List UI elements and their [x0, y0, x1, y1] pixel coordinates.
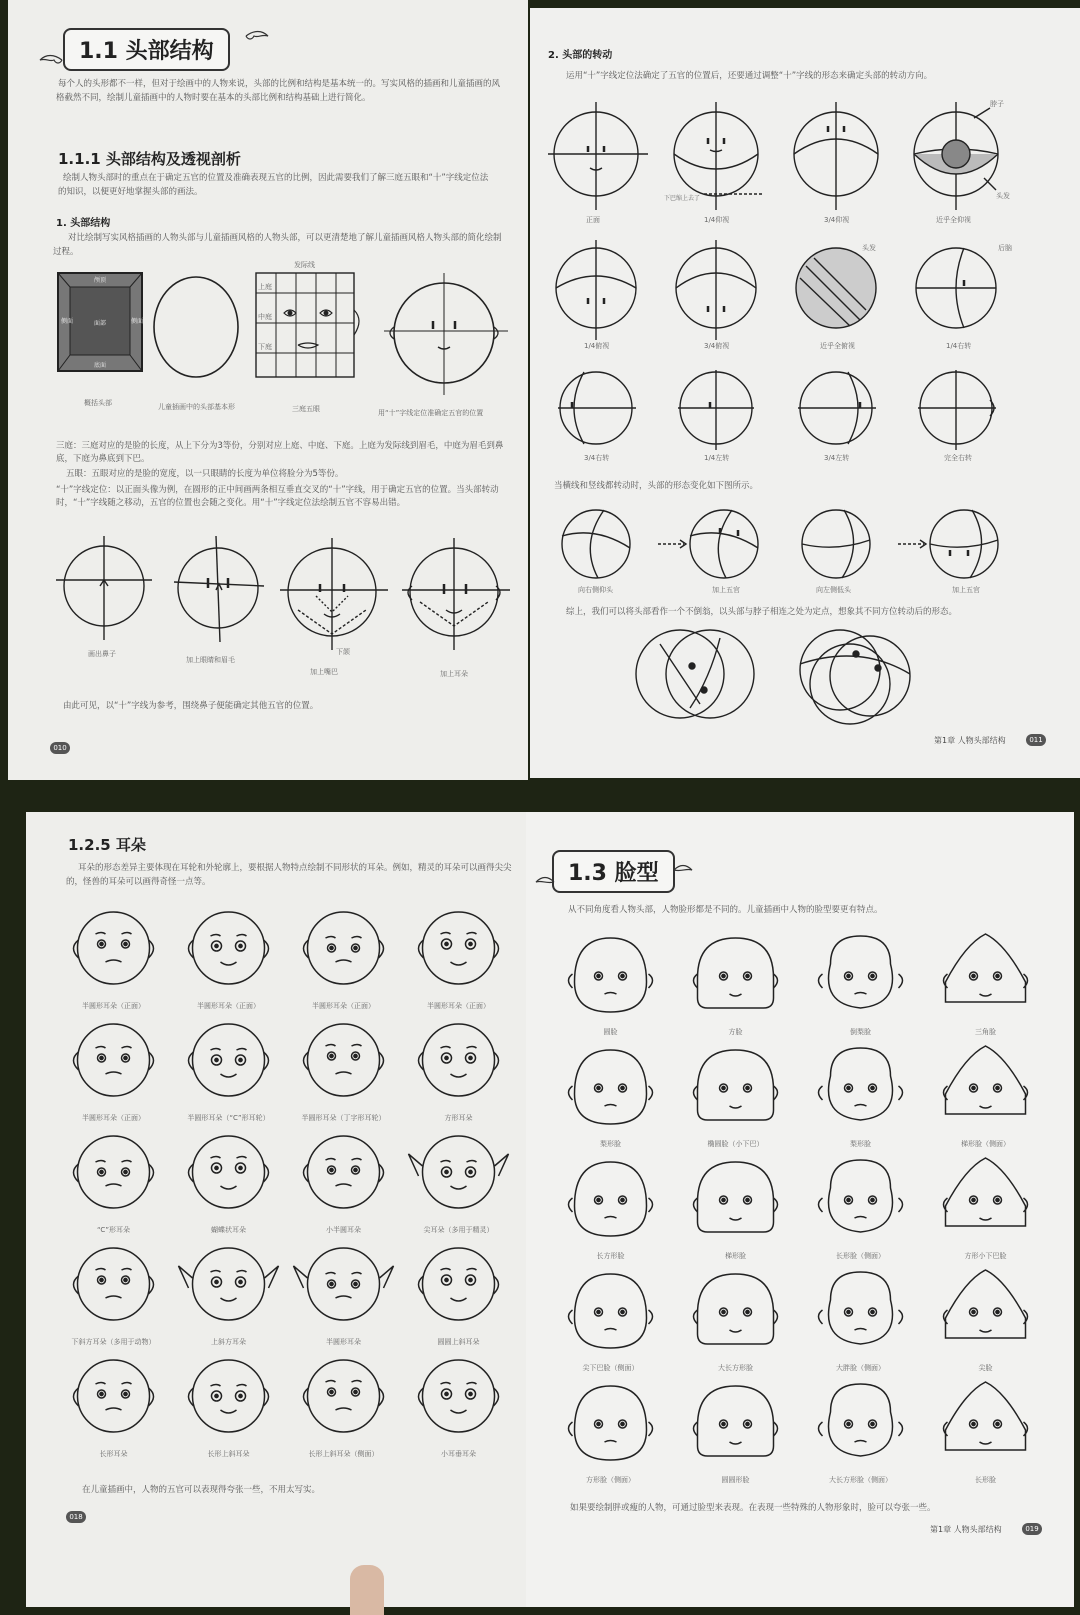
row2-arrow-back: 后脑 [998, 244, 1012, 252]
undefined-13 [74, 1248, 154, 1320]
def-three-courts: 三庭：三庭对应的是脸的长度，从上下分为3等份，分别对应上庭、中庭、下庭。上庭为发际线到眉毛，中庭为眉毛到鼻底，下庭为鼻底到下巴。 [56, 441, 504, 464]
row3-caption-2: 1/4左转 [704, 454, 730, 462]
undefined-8 [419, 1024, 499, 1096]
undefined-caption: 大长方形脸（侧面） [829, 1476, 892, 1484]
undefined-caption: 圆圆形脸 [721, 1476, 750, 1484]
rotation-row-3 [544, 364, 1064, 464]
page-number: 018 [66, 1511, 86, 1523]
undefined-20 [944, 1382, 1028, 1450]
face-intro: 从不同角度看人物头部，人物脸形都是不同的。儿童插画中人物的脸型要更有特点。 [568, 905, 883, 915]
face-conclusion: 如果要绘制胖或瘦的人物，可通过脸型来表现。在表现一些特殊的人物形象时，脸可以夸张一些。 [570, 1503, 936, 1513]
conclusion-text: 由此可见，以“十”字线为参考，围绕鼻子便能确定其他五官的位置。 [63, 701, 319, 711]
tumbler-heads-figure [630, 624, 930, 724]
fig1-caption-2: 儿童插画中的头部基本形 [158, 403, 235, 411]
title-wing-icon [672, 862, 694, 876]
undefined-caption: 三角脸 [975, 1028, 996, 1036]
undefined-1 [74, 912, 154, 984]
page-top-right [530, 8, 1080, 778]
ear-styles-grid [56, 904, 516, 1464]
fig2-caption-4: 加上耳朵 [440, 670, 468, 678]
undefined-caption: 半圆形耳朵（正面） [82, 1114, 145, 1122]
sub-text-2: 的知识，以便更好地掌握头部的画法。 [58, 187, 203, 197]
box-label-right: 侧面 [131, 318, 144, 325]
undefined-caption: 长形上斜耳朵（侧面） [308, 1450, 379, 1458]
sec-text-1: 对比绘制写实风格插画的人物头部与儿童插画风格的人物头部，可以更清楚地了解儿童插画风格人物头部的简化绘制 [68, 233, 502, 243]
def-cross-line: “十”字线定位：以正面头像为例，在圆形的正中间画两条相互垂直交叉的“十”字线，用于确定五官的位置。当头部转动时，“十”字线随之移动，五官的位置也会随之变化。用“十”字线定位法绘制五官不容易出错。 [56, 485, 499, 508]
undefined-caption: 圆脸 [603, 1028, 618, 1036]
row3-caption-1: 3/4右转 [584, 454, 610, 462]
section-heading-rotation: 2. 头部的转动 [548, 50, 613, 61]
simple-head-ellipse [154, 277, 238, 377]
fig1-caption-1: 概括头部 [84, 399, 112, 407]
undefined-6 [189, 1024, 269, 1096]
row3-caption-4: 完全右转 [944, 454, 972, 462]
undefined-1 [569, 938, 653, 1012]
ears-intro-2: 的，怪兽的耳朵可以画得奇怪一点等。 [66, 877, 211, 887]
page-number: 011 [1026, 734, 1046, 746]
sec-text-2: 过程。 [53, 247, 79, 257]
undefined-caption: 半圆形耳朵（“C”形耳轮） [187, 1114, 270, 1122]
row1-caption-1: 正面 [586, 216, 600, 224]
head-structure-figure [48, 261, 518, 425]
undefined-2 [694, 938, 778, 1008]
thumb [350, 1565, 384, 1615]
box-label-face: 面部 [94, 320, 107, 327]
undefined-caption: 半圆形耳朵（丁字形耳轮） [301, 1114, 386, 1122]
undefined-caption: 长形上斜耳朵 [207, 1450, 250, 1458]
undefined-14 [179, 1248, 279, 1320]
fig1-caption-4: 用“十”字线定位准确定五官的位置 [378, 409, 484, 417]
page-number: 010 [50, 742, 70, 754]
undefined-caption: 倒梨脸 [850, 1028, 871, 1036]
undefined-caption: 长方形脸 [596, 1252, 625, 1260]
row1-caption-4: 近乎全仰视 [936, 216, 971, 224]
page-bottom-right [526, 812, 1074, 1607]
undefined-16 [419, 1248, 499, 1320]
grid-label-middle: 中庭 [258, 313, 272, 321]
rotation-row-1 [544, 98, 1064, 228]
undefined-caption: 长形脸 [975, 1476, 996, 1484]
chapter-footer: 第1章 人物头部结构 [930, 1525, 1002, 1534]
sub-text-1: 绘制人物头部时的重点在于确定五官的位置及准确表现五官的比例，因此需要我们了解三庭五眼和“十”字线定位法 [63, 173, 489, 183]
row2-caption-3: 近乎全俯视 [820, 342, 855, 350]
box-label-bottom: 底面 [94, 362, 107, 369]
undefined-4 [419, 912, 499, 984]
step-nose [56, 536, 152, 640]
undefined-caption: 尖下巴脸（侧面） [582, 1364, 639, 1372]
row2-caption-4: 1/4右转 [946, 342, 972, 350]
undefined-14 [694, 1274, 778, 1344]
undefined-11 [304, 1136, 384, 1208]
undefined-caption: 长形耳朵 [99, 1450, 128, 1458]
undefined-caption: 方脸 [728, 1028, 743, 1036]
grid-label-hairline: 发际线 [294, 261, 315, 269]
undefined-caption: 圆圆上斜耳朵 [437, 1338, 480, 1346]
undefined-19 [304, 1360, 384, 1432]
undefined-17 [569, 1386, 653, 1460]
row1-caption-3: 3/4仰视 [824, 216, 850, 224]
face-shapes-grid [548, 930, 1048, 1490]
rotation-row-4 [544, 504, 1064, 594]
undefined-caption: 大胖脸（侧面） [836, 1364, 885, 1372]
undefined-5 [74, 1024, 154, 1096]
ears-conclusion: 在儿童插画中，人物的五官可以表现得夸张一些，不用太写实。 [82, 1485, 321, 1495]
subsection-title: 1.1.1 头部结构及透视剖析 [58, 150, 241, 168]
intro-line-1: 每个人的头形都不一样，但对于绘画中的人物来说，头部的比例和结构是基本统一的。写实风格的插画和儿童插画的风 [58, 79, 501, 89]
box-label-top: 颅顶 [94, 277, 107, 284]
undefined-caption: 方形小下巴脸 [964, 1252, 1007, 1260]
row2-arrow-hair: 头发 [862, 244, 876, 252]
undefined-19 [819, 1384, 903, 1456]
page-top-left [8, 0, 528, 780]
fig2-note: 下颌 [336, 648, 350, 656]
step-eyes [174, 536, 264, 642]
title-wing-icon [38, 52, 64, 66]
row4-caption-3: 向左侧低头 [816, 586, 851, 594]
ears-intro-1: 耳朵的形态差异主要体现在耳轮和外轮廓上，要根据人物特点绘制不同形状的耳朵。例如，精灵的耳朵可以画得尖尖 [78, 863, 512, 873]
undefined-18 [694, 1386, 778, 1456]
undefined-3 [304, 912, 384, 984]
undefined-caption: 蝴蝶状耳朵 [211, 1226, 246, 1234]
undefined-10 [189, 1136, 269, 1208]
undefined-15 [294, 1248, 394, 1320]
row1-arrow-neck: 脖子 [990, 100, 1004, 108]
rotation-intro: 运用“十”字线定位法确定了五官的位置后，还要通过调整“十”字线的形态来确定头部的转动方向。 [566, 71, 933, 81]
undefined-6 [694, 1050, 778, 1120]
undefined-caption: 半圆形耳朵 [326, 1338, 361, 1346]
undefined-caption: 梯形脸 [725, 1252, 746, 1260]
undefined-16 [944, 1270, 1028, 1338]
row4-caption-2: 加上五官 [712, 586, 740, 594]
undefined-7 [819, 1048, 903, 1120]
undefined-13 [569, 1274, 653, 1348]
undefined-caption: 尖脸 [978, 1364, 993, 1372]
section-title-face-shape: 1.3 脸型 [552, 850, 675, 893]
undefined-12 [409, 1136, 509, 1208]
row1-arrow-hair: 头发 [996, 192, 1010, 200]
row4-caption-1: 向右侧仰头 [578, 586, 613, 594]
row3-caption-3: 3/4左转 [824, 454, 850, 462]
undefined-caption: 大长方形脸 [718, 1364, 753, 1372]
undefined-caption: 梨形脸 [850, 1140, 871, 1148]
def-five-eyes: 五眼：五眼对应的是脸的宽度，以一只眼睛的长度为单位将脸分为5等份。 [66, 469, 344, 479]
intro-line-2: 格截然不同，绘制儿童插画中的人物时要在基本的头部比例和结构基础上进行简化。 [56, 93, 371, 103]
undefined-caption: 半圆形耳朵（正面） [312, 1002, 375, 1010]
title-wing-icon [244, 28, 270, 42]
undefined-caption: 上斜方耳朵 [211, 1338, 246, 1346]
undefined-17 [74, 1360, 154, 1432]
undefined-caption: 小耳垂耳朵 [441, 1450, 476, 1458]
row4-caption-4: 加上五官 [952, 586, 980, 594]
undefined-8 [944, 1046, 1028, 1114]
undefined-12 [944, 1158, 1028, 1226]
undefined-3 [819, 936, 903, 1008]
undefined-18 [189, 1360, 269, 1432]
page-bottom-left [26, 812, 526, 1607]
step-ears [402, 538, 510, 650]
undefined-caption: 梨形脸 [600, 1140, 621, 1148]
undefined-caption: “C”形耳朵 [96, 1226, 131, 1234]
undefined-caption: 长形脸（侧面） [836, 1252, 885, 1260]
chapter-footer: 第1章 人物头部结构 [934, 736, 1006, 745]
undefined-20 [419, 1360, 499, 1432]
undefined-caption: 尖耳朵（多用于精灵） [423, 1226, 494, 1234]
undefined-10 [694, 1162, 778, 1232]
section-title-head-structure: 1.1 头部结构 [63, 28, 230, 71]
grid-label-upper: 上庭 [258, 283, 272, 291]
undefined-5 [569, 1050, 653, 1124]
undefined-9 [569, 1162, 653, 1236]
cross-positioning-figure [48, 530, 518, 680]
undefined-caption: 方形脸（侧面） [586, 1476, 635, 1484]
section-heading: 1. 头部结构 [56, 218, 111, 229]
undefined-caption: 椭圆脸（小下巴） [707, 1140, 764, 1148]
fig2-caption-3: 加上嘴巴 [310, 668, 338, 676]
page-number: 019 [1022, 1523, 1042, 1535]
section-title-ears: 1.2.5 耳朵 [68, 836, 146, 854]
undefined-caption: 方形耳朵 [444, 1114, 473, 1122]
row2-caption-1: 1/4俯视 [584, 342, 610, 350]
title-wing-icon [534, 874, 556, 888]
row1-note: 下巴缩上去了 [664, 195, 701, 202]
rotation-mid-text: 当横线和竖线都转动时，头部的形态变化如下图所示。 [554, 481, 759, 491]
undefined-caption: 半圆形耳朵（正面） [197, 1002, 260, 1010]
row2-caption-2: 3/4俯视 [704, 342, 730, 350]
step-mouth [280, 538, 388, 650]
rotation-summary: 综上，我们可以将头部看作一个不倒翁，以头部与脖子相连之处为定点，想象其不同方位转动后的形态。 [566, 607, 958, 617]
cross-line-head [384, 273, 508, 395]
undefined-9 [74, 1136, 154, 1208]
fig2-caption-1: 画出鼻子 [88, 650, 116, 658]
undefined-11 [819, 1160, 903, 1232]
undefined-caption: 小半圆耳朵 [326, 1226, 361, 1234]
row1-caption-2: 1/4仰视 [704, 216, 730, 224]
rotation-row-2 [544, 236, 1064, 356]
undefined-caption: 半圆形耳朵（正面） [427, 1002, 490, 1010]
fig2-caption-2: 加上眼睛和眉毛 [186, 656, 235, 664]
fig1-caption-3: 三庭五眼 [292, 405, 320, 413]
undefined-15 [819, 1272, 903, 1344]
undefined-caption: 下斜方耳朵（多用于动物） [71, 1338, 156, 1346]
undefined-4 [944, 934, 1028, 1002]
undefined-7 [304, 1024, 384, 1096]
undefined-caption: 梯形脸（侧面） [961, 1140, 1010, 1148]
undefined-2 [189, 912, 269, 984]
box-label-left: 侧面 [61, 318, 74, 325]
undefined-caption: 半圆形耳朵（正面） [82, 1002, 145, 1010]
grid-label-lower: 下庭 [258, 343, 272, 351]
